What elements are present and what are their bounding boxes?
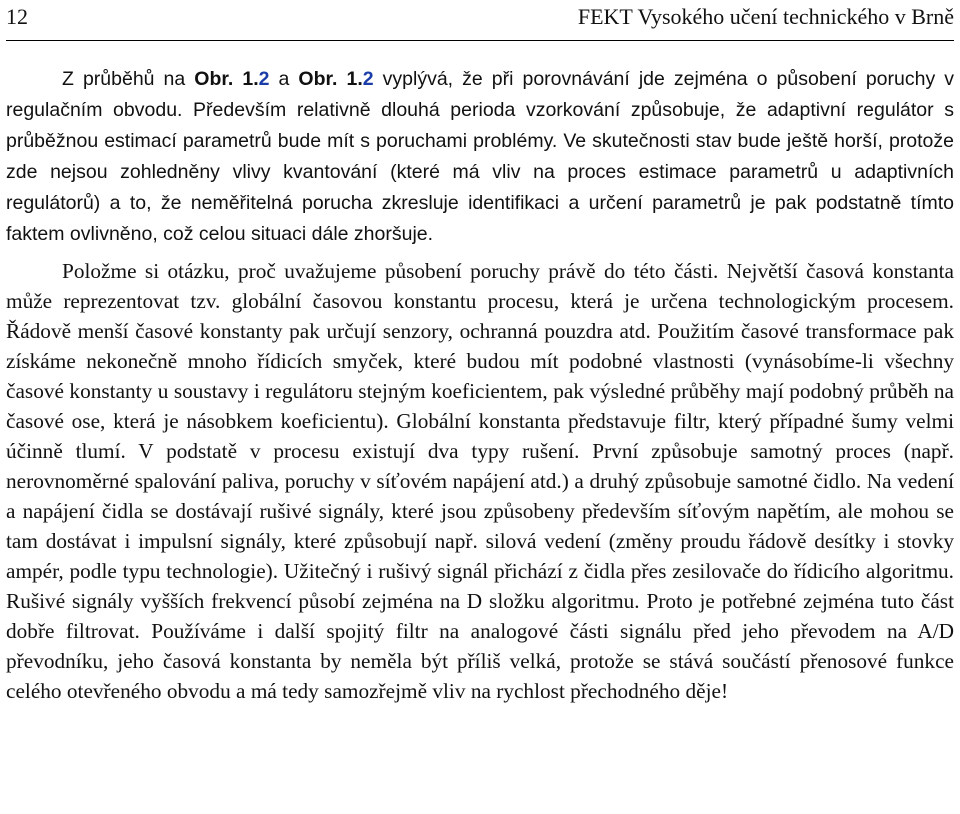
paragraph-1-intro: Z průběhů na Obr. 1.2 a Obr. 1.2 vyplývá, že při porovnávání jde zejména o působení poruchy v regulačním obvodu. Především relativně dlouhá perioda vzorkování způsobuje, že adaptivní regulátor s průběžnou estimací parametrů bude mít s poruchami problémy. (6, 68, 954, 152)
page-number: 12 (6, 4, 28, 29)
paragraph-1-rest: Ve skutečnosti stav bude ještě horší, protože zde nejsou zohledněny vlivy kvantování (které má vliv na proces estimace parametrů u adaptivních regulátorů) a to, že neměřitelná porucha zkresluje identifikaci a určení parametrů je pak podstatně tímto faktem ovlivněno, což celou situaci dále zhoršuje. (6, 130, 954, 245)
figure-reference-1[interactable]: Obr. 1.2 (194, 68, 270, 90)
page-header (6, 0, 954, 41)
document-body (6, 63, 954, 706)
paragraph-1 (6, 63, 954, 249)
figure-reference-2[interactable]: Obr. 1.2 (298, 68, 374, 90)
paragraph-2: Položme si otázku, proč uvažujeme působení poruchy právě do této části. Největší časová konstanta může reprezentovat tzv. globální časovou konstantu procesu, která je určena technologickým procesem. Řádově menší časové konstanty pak určují senzory, ochranná pouzdra atd. Použitím časové transformace pak získáme nekonečně mnoho řídicích smyček, které budou mít podobné vlastnosti (vynásobíme-li všechny časové konstanty u soustavy i regulátoru stejným koeficientem, pak výsledné průběhy mají podobný průběh na časové ose, která je násobkem koeficientu). Globální konstanta představuje filtr, který případné šumy velmi účinně tlumí. V podstatě v procesu existují dva typy rušení. První způsobuje samotný proces (např. nerovnoměrné spalování paliva, poruchy v síťovém napájení atd.) a druhý způsobuje samotné čidlo. Na vedení a napájení čidla se dostávají rušivé signály, které jsou způsobeny především síťovým napětím, ale mohou se tam dostávat i impulsní signály, které způsobují např. silová vedení (změny proudu řádově desítky i stovky ampér, podle typu technologie). Užitečný i rušivý signál přichází z čidla přes zesilovače do řídicího algoritmu. Rušivé signály vyšších frekvencí působí zejména na D složku algoritmu. Proto je potřebné zejména tuto část dobře filtrovat. Používáme i další spojitý filtr na analogové části signálu před jeho převodem na A/D převodníku, jeho časová konstanta by neměla být příliš velká, protože se stává součástí přenosové funkce celého otevřeného obvodu a má tedy samozřejmě vliv na rychlost přechodného děje! (6, 259, 954, 703)
running-title: FEKT Vysokého učení technického v Brně (577, 4, 954, 29)
